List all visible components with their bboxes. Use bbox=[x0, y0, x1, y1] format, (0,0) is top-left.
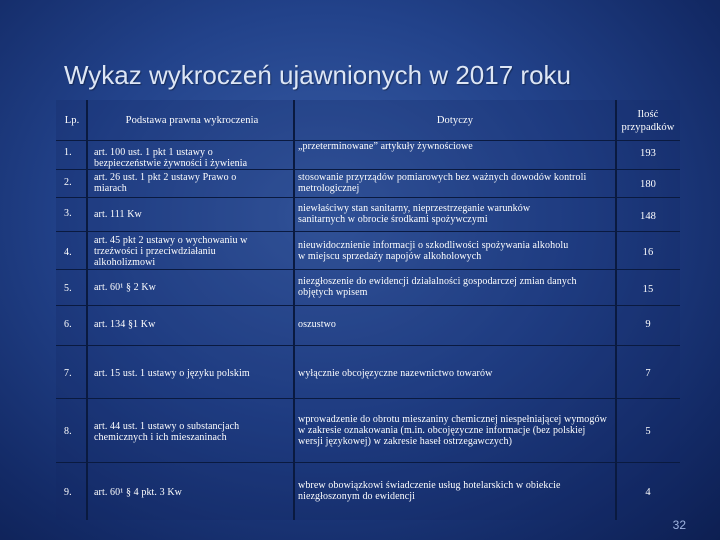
row-9-count: 4 bbox=[645, 487, 651, 498]
header-legal-basis: Podstawa prawna wykroczenia bbox=[125, 115, 259, 126]
row-6-lp: 6. bbox=[64, 319, 72, 330]
row-2-basis: art. 26 ust. 1 pkt 2 ustawy Prawo o miarach bbox=[94, 172, 237, 194]
row-5-count: 15 bbox=[642, 284, 654, 295]
row-4-count: 16 bbox=[642, 247, 654, 258]
row-4-basis: art. 45 pkt 2 ustawy o wychowaniu w trzeźwości i przeciwdziałaniu alkoholizmowi bbox=[94, 235, 248, 268]
row-divider bbox=[56, 305, 680, 306]
row-1-count: 193 bbox=[639, 148, 657, 159]
row-divider bbox=[56, 269, 680, 270]
row-divider bbox=[56, 398, 680, 399]
row-6-concerns: oszustwo bbox=[298, 319, 337, 330]
row-1-lp: 1. bbox=[64, 147, 72, 158]
header-concerns: Dotyczy bbox=[436, 115, 474, 126]
row-3-basis: art. 111 Kw bbox=[94, 209, 142, 220]
row-5-basis: art. 60¹ § 2 Kw bbox=[94, 282, 156, 293]
row-4-concerns: nieuwidocznienie informacji o szkodliwości spożywania alkoholu w miejscu sprzedaży napojów alkoholowych bbox=[298, 240, 569, 262]
header-lp: Lp. bbox=[64, 115, 80, 126]
row-8-lp: 8. bbox=[64, 426, 72, 437]
page-number: 32 bbox=[672, 518, 686, 532]
row-7-concerns: wyłącznie obcojęzyczne nazewnictwo towarów bbox=[298, 368, 493, 379]
column-divider bbox=[293, 100, 295, 520]
row-9-concerns: wbrew obowiązkowi świadczenie usług hotelarskich w obiekcie niezgłoszonym do ewidencji bbox=[298, 480, 561, 502]
row-3-count: 148 bbox=[639, 211, 657, 222]
row-7-basis: art. 15 ust. 1 ustawy o języku polskim bbox=[94, 368, 250, 379]
row-9-lp: 9. bbox=[64, 487, 72, 498]
row-1-basis: art. 100 ust. 1 pkt 1 ustawy o bezpieczeństwie żywności i żywienia bbox=[94, 147, 248, 169]
row-3-lp: 3. bbox=[64, 208, 72, 219]
row-3-concerns: niewłaściwy stan sanitarny, nieprzestrzeganie warunków sanitarnych w obrocie środkami spożywczymi bbox=[298, 203, 531, 225]
row-5-concerns: niezgłoszenie do ewidencji działalności gospodarczej zmian danych objętych wpisem bbox=[298, 276, 577, 298]
row-divider bbox=[56, 197, 680, 198]
row-7-lp: 7. bbox=[64, 368, 72, 379]
row-5-lp: 5. bbox=[64, 283, 72, 294]
row-6-basis: art. 134 §1 Kw bbox=[94, 319, 156, 330]
row-2-count: 180 bbox=[639, 179, 657, 190]
row-1-concerns: „przeterminowane” artykuły żywnościowe bbox=[298, 141, 473, 152]
row-2-concerns: stosowanie przyrządów pomiarowych bez ważnych dowodów kontroli metrologicznej bbox=[298, 172, 587, 194]
column-divider bbox=[86, 100, 88, 520]
row-7-count: 7 bbox=[645, 368, 651, 379]
header-count: Ilość przypadków bbox=[621, 109, 675, 133]
row-divider bbox=[56, 462, 680, 463]
row-8-count: 5 bbox=[645, 426, 651, 437]
row-divider bbox=[56, 345, 680, 346]
row-divider bbox=[56, 169, 680, 170]
row-8-concerns: wprowadzenie do obrotu mieszaniny chemicznej niespełniającej wymogów w zakresie oznakowania (m.in. obcojęzyczne informacje (bez polskiej wersji językowej) w zakresie haseł ostrzegawczych) bbox=[298, 414, 607, 447]
row-8-basis: art. 44 ust. 1 ustawy o substancjach chemicznych i ich mieszaninach bbox=[94, 421, 240, 443]
row-2-lp: 2. bbox=[64, 177, 72, 188]
slide-title: Wykaz wykroczeń ujawnionych w 2017 roku bbox=[64, 60, 571, 90]
row-6-count: 9 bbox=[645, 319, 651, 330]
row-9-basis: art. 60¹ § 4 pkt. 3 Kw bbox=[94, 487, 182, 498]
column-divider bbox=[615, 100, 617, 520]
row-divider bbox=[56, 231, 680, 232]
row-4-lp: 4. bbox=[64, 247, 72, 258]
